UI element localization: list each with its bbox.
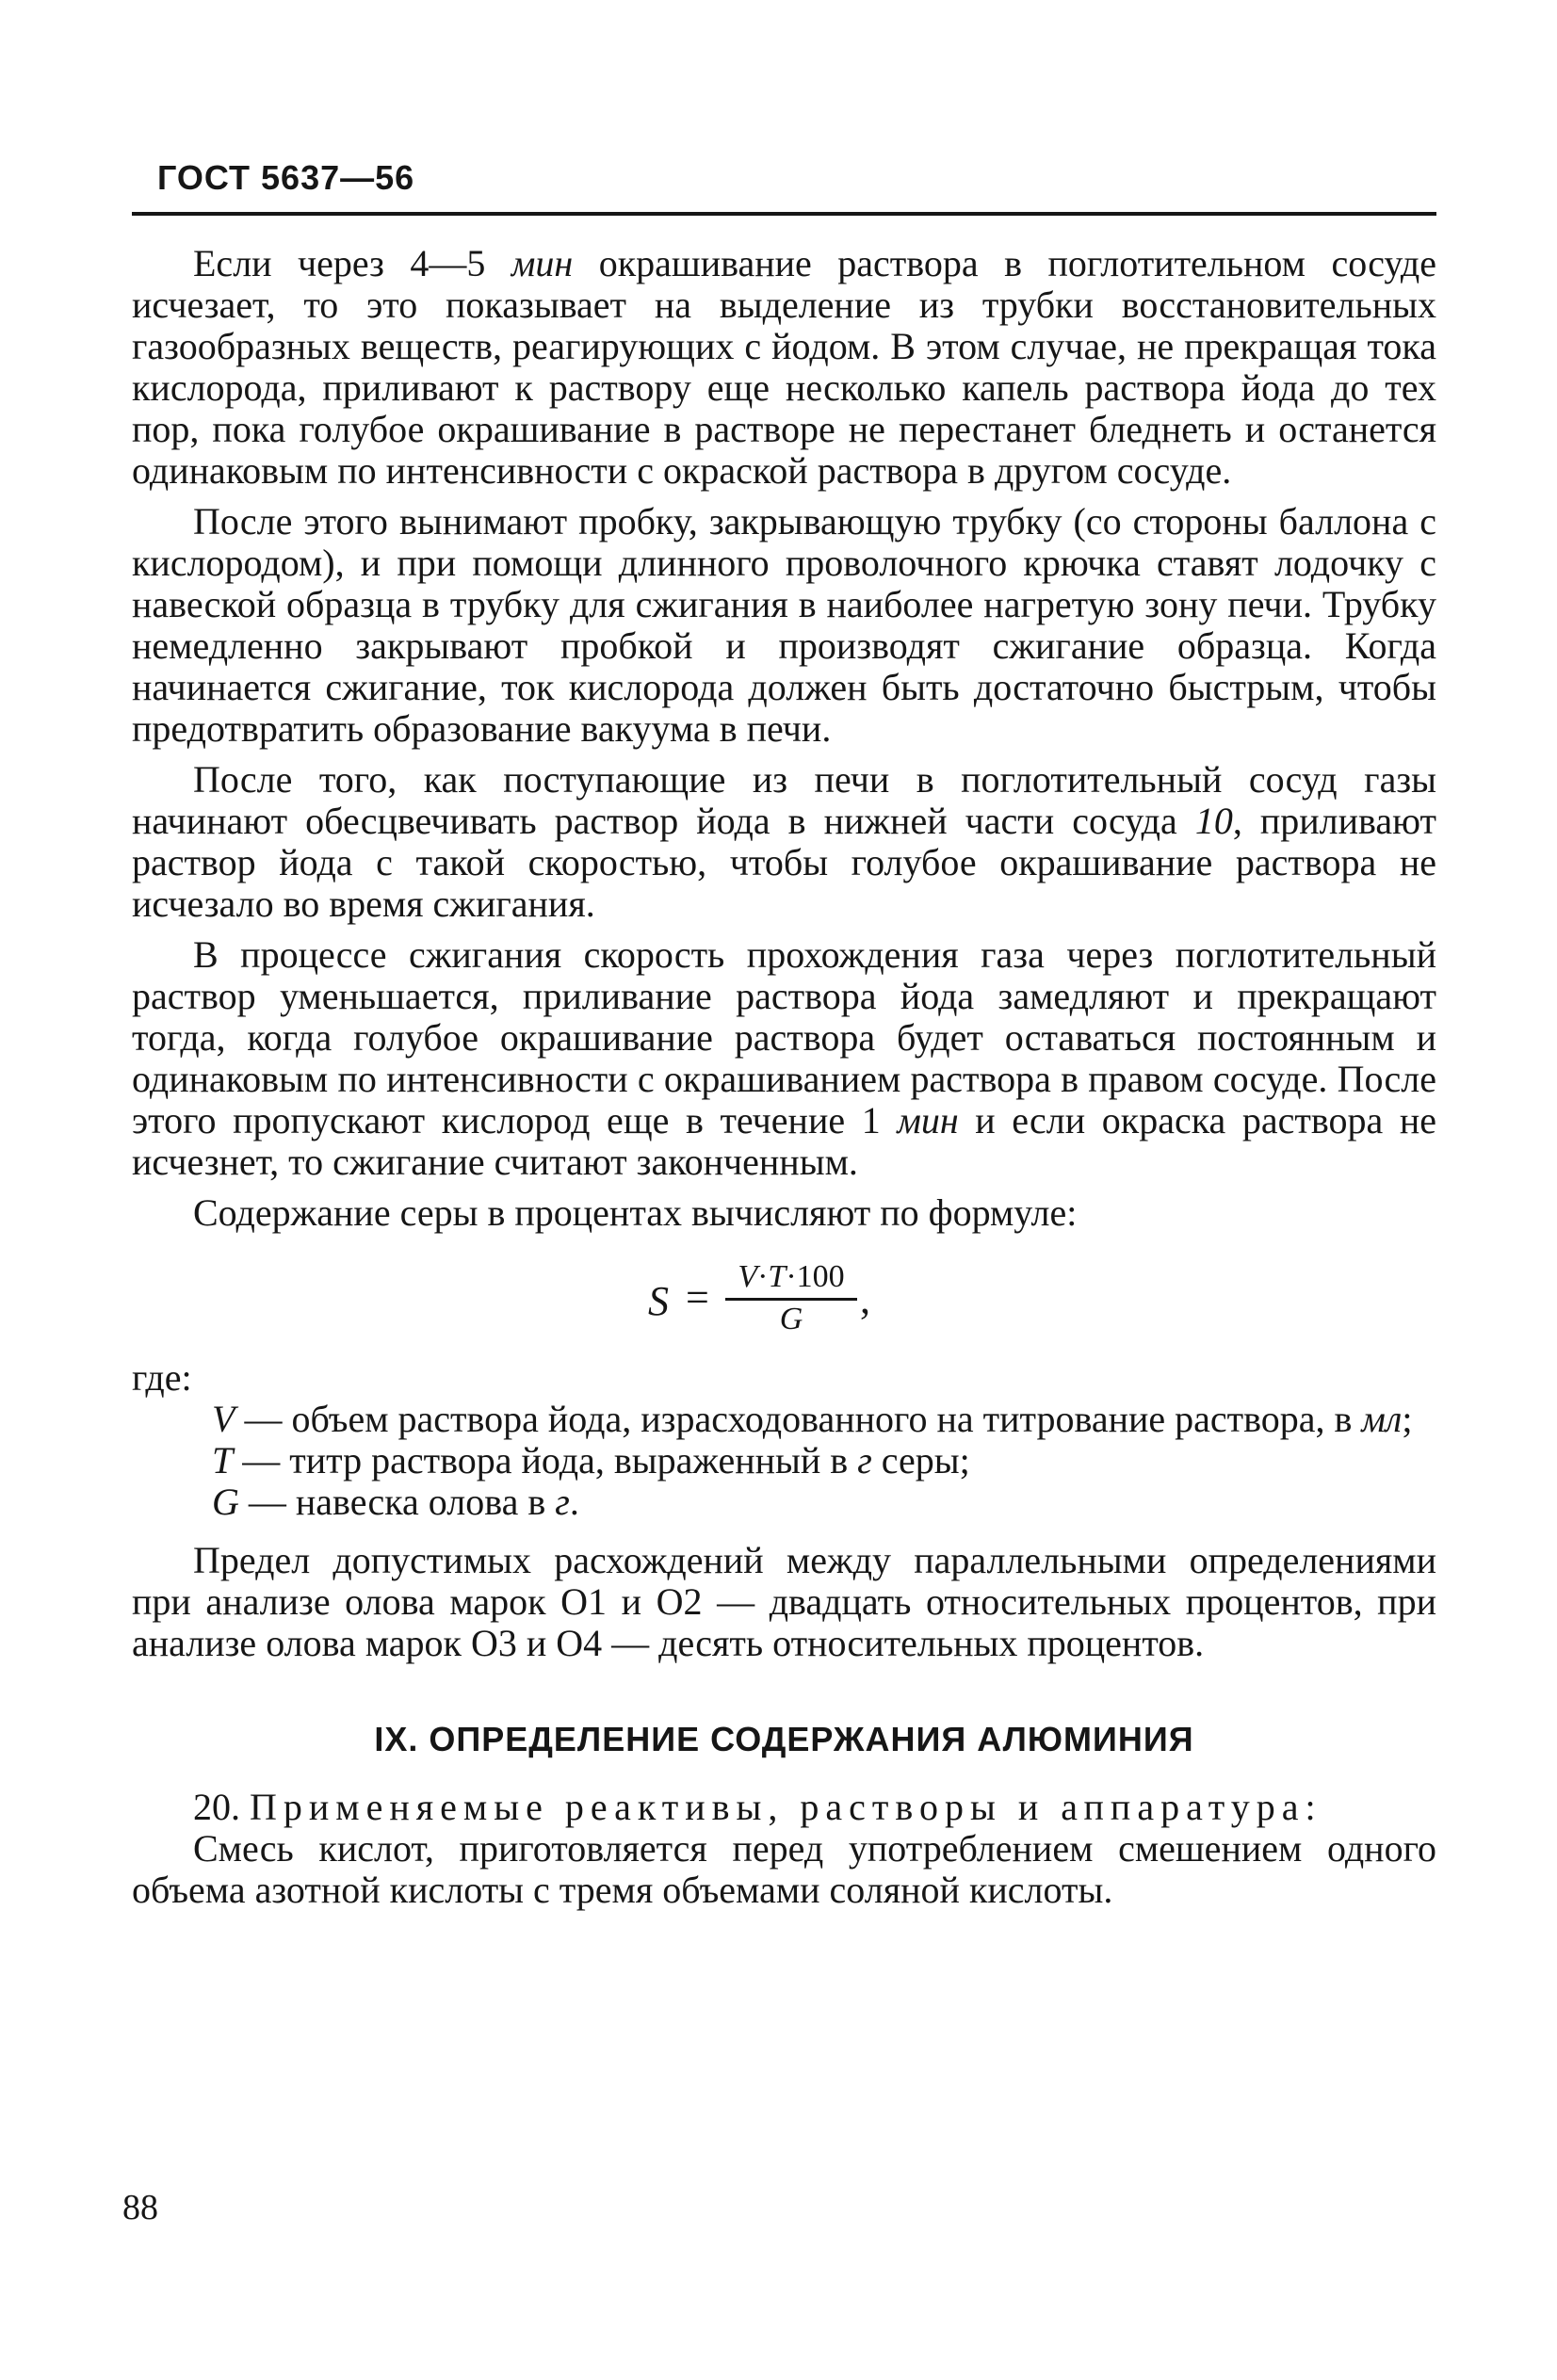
formula-comma: , bbox=[860, 1276, 870, 1322]
definition-t-end: серы; bbox=[871, 1439, 970, 1481]
paragraph-3 bbox=[132, 759, 1436, 925]
definition-t-symbol: T bbox=[212, 1439, 234, 1481]
formula-numerator bbox=[725, 1258, 857, 1301]
paragraph-1-unit: мин bbox=[511, 242, 574, 284]
paragraph-4 bbox=[132, 934, 1436, 1183]
section-title: IX. ОПРЕДЕЛЕНИЕ СОДЕРЖАНИЯ АЛЮМИНИЯ bbox=[374, 1720, 1194, 1758]
where-label: где: bbox=[132, 1356, 192, 1399]
header-rule bbox=[132, 212, 1436, 216]
formula-100: 100 bbox=[796, 1259, 845, 1294]
definition-g-unit: г bbox=[555, 1481, 570, 1523]
definition-g bbox=[212, 1481, 1436, 1523]
formula-equals: = bbox=[686, 1274, 709, 1320]
definition-v-end: ; bbox=[1402, 1398, 1413, 1440]
formula-dot: · bbox=[786, 1259, 797, 1294]
item-20-heading: Применяемые реактивы, растворы и аппаратура bbox=[250, 1786, 1306, 1828]
definition-v-symbol: V bbox=[212, 1398, 235, 1440]
paragraph-1-text-a: Если через 4—5 bbox=[193, 242, 511, 284]
paragraph-5: Содержание серы в процентах вычисляют по формуле: bbox=[193, 1191, 1078, 1234]
definition-t-unit: г bbox=[857, 1439, 872, 1481]
definition-v-text: — объем раствора йода, израсходованного на титрование раствора, в bbox=[235, 1398, 1362, 1440]
definition-g-text: — навеска олова в bbox=[238, 1481, 556, 1523]
formula-v: V bbox=[738, 1259, 758, 1294]
paragraph-2: После этого вынимают пробку, закрывающую трубку (со стороны баллона с кислородом), и при помощи длинного проволочного крючка ставят лодочку с навеской образца в трубку для сжигания в наиболее нагретую зону печи. Трубку немедленно закрывают пробкой и производят сжигание образца. Когда начинается сжигание, ток кислорода должен быть достаточно быстрым, чтобы предотвратить образование вакуума в печи. bbox=[132, 500, 1436, 750]
definition-g-symbol: G bbox=[212, 1481, 239, 1523]
formula-fraction bbox=[725, 1258, 857, 1338]
document-body bbox=[132, 243, 1436, 1911]
item-20-number: 20. bbox=[193, 1786, 250, 1828]
formula-t: T bbox=[768, 1259, 787, 1294]
definition-t-text: — титр раствора йода, выраженный в bbox=[233, 1439, 858, 1481]
item-20-colon: : bbox=[1305, 1786, 1316, 1828]
item-20 bbox=[132, 1787, 1436, 1828]
standard-header: ГОСТ 5637—56 bbox=[157, 158, 415, 197]
paragraph-1 bbox=[132, 243, 1436, 492]
paragraph-4-text-b: и если окраска раствора не исчезнет, то сжигание считают законченным. bbox=[132, 1099, 1437, 1183]
definition-v bbox=[212, 1399, 1436, 1440]
paragraph-3-vessel-number: 10 bbox=[1194, 800, 1233, 842]
paragraph-1-text-b: окрашивание раствора в поглотительном сосуде исчезает, то это показывает на выделение из трубки восстановительных газообразных веществ, реагирующих с йодом. В этом случае, не прекращая тока кислорода, приливают к раствору еще несколько капель раствора йода до тех пор, пока голубое окрашивание в растворе не перестанет бледнеть и останется одинаковым по интенсивности с окраской раствора в другом сосуде. bbox=[132, 242, 1437, 492]
paragraph-4-unit: мин bbox=[897, 1099, 959, 1141]
paragraph-3-text-b: , приливают раствор йода с такой скоростью, чтобы голубое окрашивание раствора не исчезало во время сжигания. bbox=[132, 800, 1436, 925]
paragraph-3-text-a: После того, как поступающие из печи в поглотительный сосуд газы начинают обесцвечивать раствор йода в нижней части сосуда bbox=[132, 758, 1436, 842]
sulfur-formula bbox=[132, 1258, 1436, 1348]
definition-t bbox=[212, 1440, 1436, 1481]
definition-v-unit: мл bbox=[1361, 1398, 1403, 1440]
paragraph-7: Смесь кислот, приготовляется перед употреблением смешением одного объема азотной кислоты с тремя объемами соляной кислоты. bbox=[132, 1827, 1436, 1911]
definition-g-end: . bbox=[569, 1481, 579, 1523]
paragraph-6: Предел допустимых расхождений между параллельными определениями при анализе олова марок О1 и О2 — двадцать относительных процентов, при анализе олова марок О3 и О4 — десять относительных процентов. bbox=[132, 1539, 1436, 1664]
paragraph-4-text-a: В процессе сжигания скорость прохождения газа через поглотительный раствор уменьшается, приливание раствора йода замедляют и прекращают тогда, когда голубое окрашивание раствора будет оставаться постоянным и одинаковым по интенсивности с окрашиванием раствора в правом сосуде. После этого пропускают кислород еще в течение 1 bbox=[132, 933, 1436, 1141]
formula-denominator: G bbox=[779, 1302, 803, 1336]
formula-lhs: S bbox=[648, 1278, 669, 1324]
page-number: 88 bbox=[122, 2188, 158, 2227]
formula-dot: · bbox=[757, 1259, 769, 1294]
